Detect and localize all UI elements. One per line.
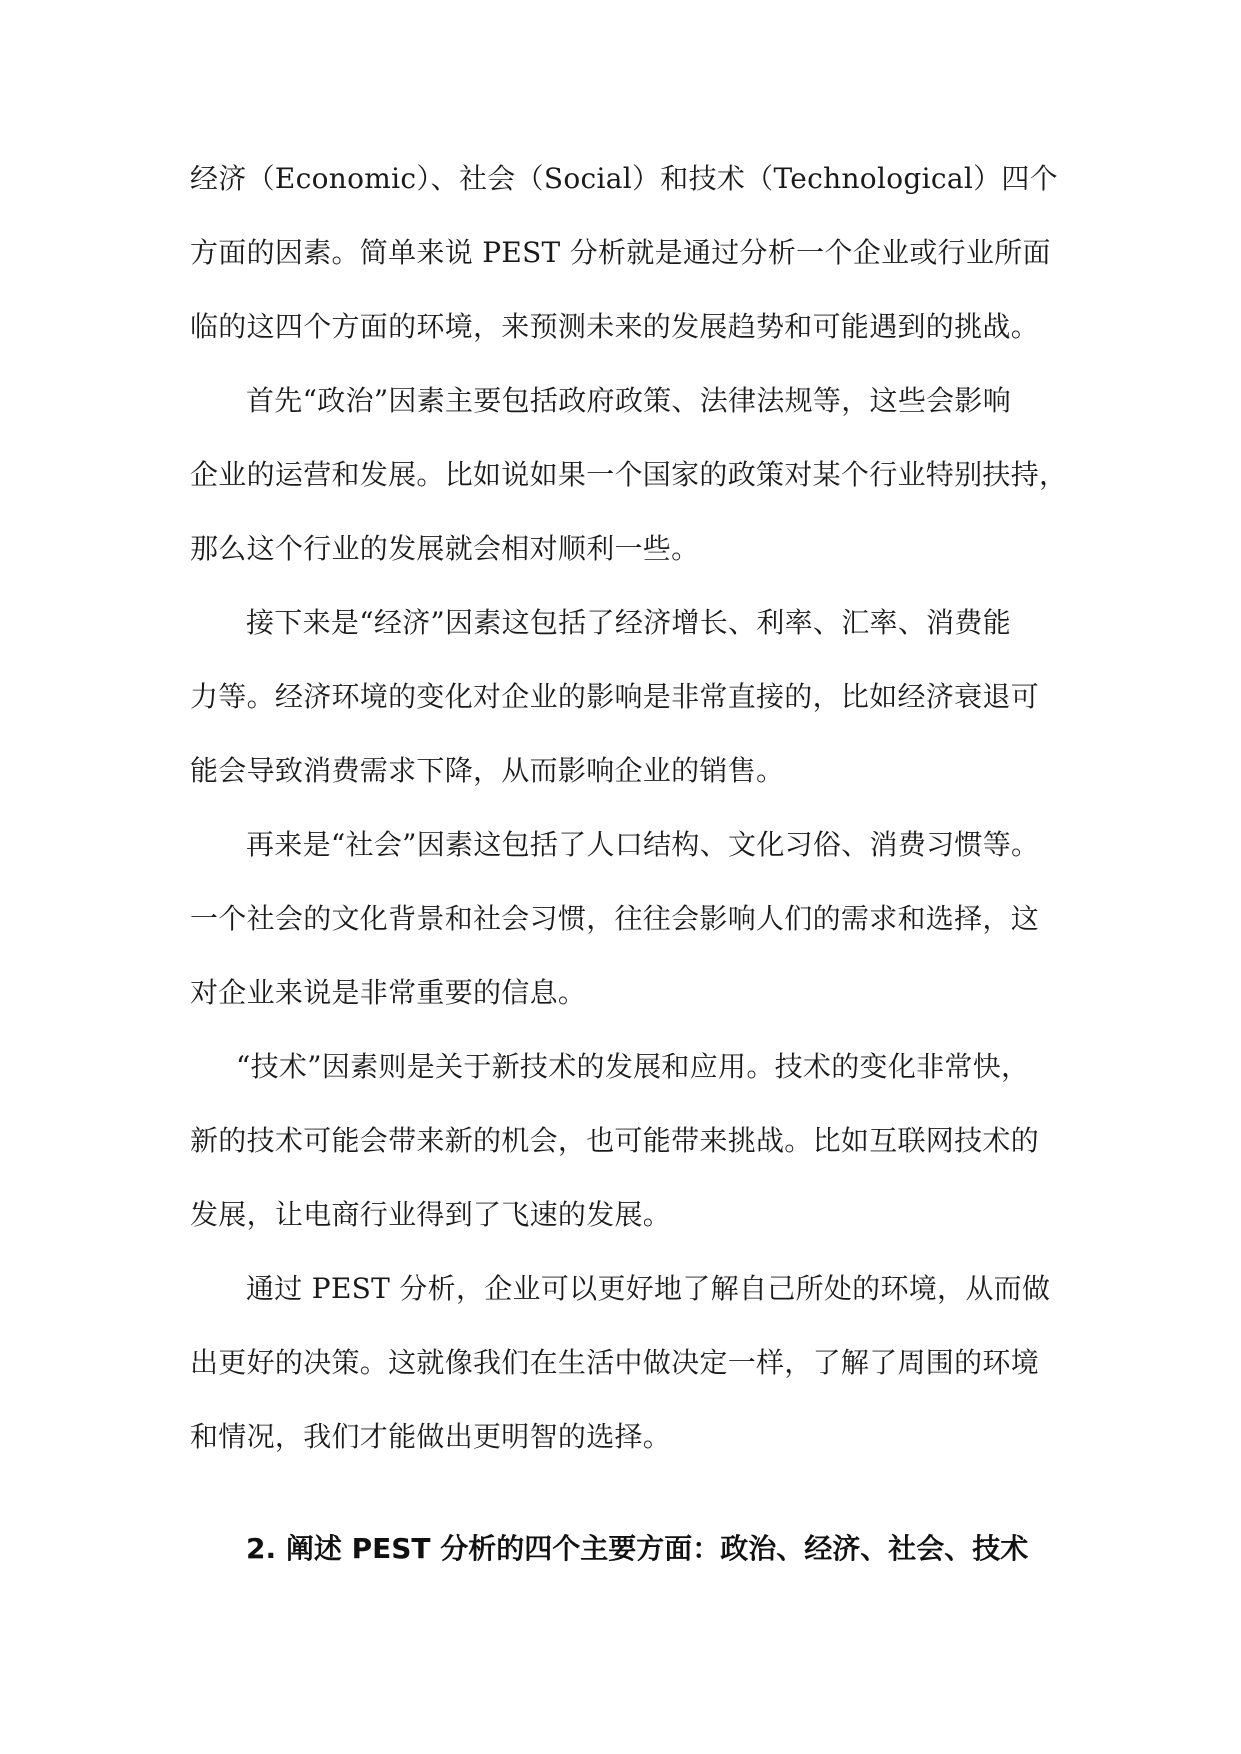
paragraph-line: 出更好的决策。这就像我们在生活中做决定一样，了解了周围的环境	[190, 1346, 1040, 1379]
paragraph-line: 和情况，我们才能做出更明智的选择。	[190, 1420, 672, 1453]
paragraph-line: 临的这四个方面的环境，来预测未来的发展趋势和可能遇到的挑战。	[190, 310, 1040, 343]
paragraph-line: 企业的运营和发展。比如说如果一个国家的政策对某个行业特别扶持，	[190, 458, 1068, 491]
paragraph-line: “技术”因素则是关于新技术的发展和应用。技术的变化非常快，	[236, 1050, 1030, 1083]
paragraph-line: 方面的因素。简单来说 PEST 分析就是通过分析一个企业或行业所面	[190, 236, 1051, 269]
paragraph-line: 首先“政治”因素主要包括政府政策、法律法规等，这些会影响	[246, 384, 1012, 417]
paragraph-line: 再来是“社会”因素这包括了人口结构、文化习俗、消费习惯等。	[246, 828, 1040, 861]
paragraph-line: 接下来是“经济”因素这包括了经济增长、利率、汇率、消费能	[246, 606, 1012, 639]
paragraph-line: 那么这个行业的发展就会相对顺利一些。	[190, 532, 700, 565]
paragraph-line: 力等。经济环境的变化对企业的影响是非常直接的，比如经济衰退可	[190, 680, 1040, 713]
paragraph-line: 新的技术可能会带来新的机会，也可能带来挑战。比如互联网技术的	[190, 1124, 1040, 1157]
paragraph-line: 一个社会的文化背景和社会习惯，往往会影响人们的需求和选择，这	[190, 902, 1040, 935]
section-heading: 2. 阐述 PEST 分析的四个主要方面：政治、经济、社会、技术	[246, 1532, 1029, 1565]
paragraph-line: 经济（Economic）、社会（Social）和技术（Technological）四个	[190, 162, 1058, 195]
paragraph-line: 能会导致消费需求下降，从而影响企业的销售。	[190, 754, 785, 787]
body-text	[190, 142, 1068, 1474]
paragraph-line: 发展，让电商行业得到了飞速的发展。	[190, 1198, 672, 1231]
paragraph-line: 对企业来说是非常重要的信息。	[190, 976, 587, 1009]
paragraph-line: 通过 PEST 分析，企业可以更好地了解自己所处的环境，从而做	[246, 1272, 1051, 1305]
